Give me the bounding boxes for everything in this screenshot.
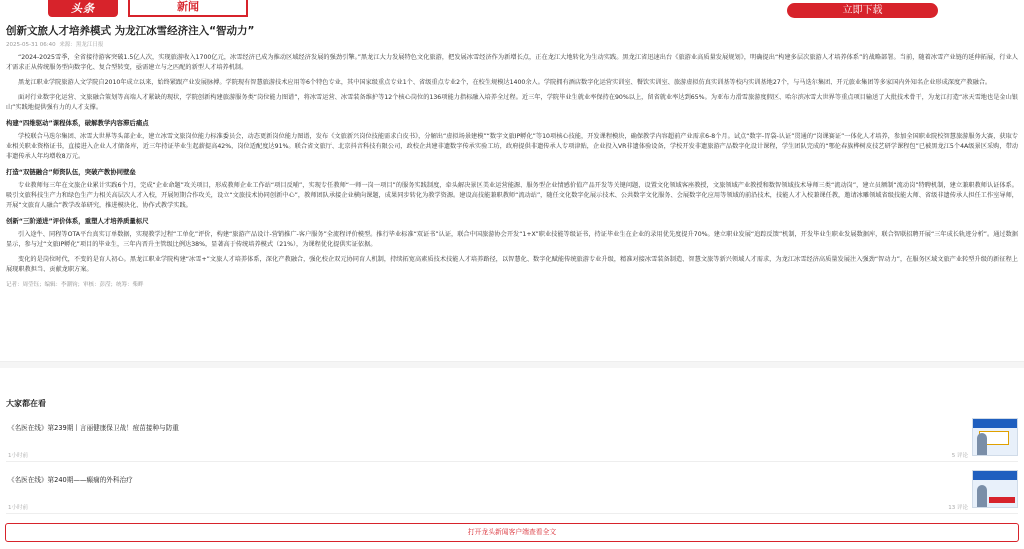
thumbnail-person <box>977 433 987 456</box>
article-paragraph: 变化的是岗位时代，不变的是育人初心。黑龙江职业学院构建“冰雪+”文旅人才培养体系，深化产教融合，强化校企双元协同育人机制，持续拓宽高素质技术技能人才培养路径，以智慧化、数字化赋能传统旅游专业升级，精准对接冰雪装备制造、智慧文旅等新兴领域人才需求，为龙江冰雪经济高质量发展注入强劲“智动力”，在服务区域文旅产业转型升级的新征程上展现职教担当、贡献龙职方案。 <box>6 256 1018 273</box>
thumbnail-banner <box>973 419 1018 428</box>
article-source: 来源：黑龙江日报 <box>59 42 104 48</box>
related-section-title: 大家都在看 <box>6 399 46 408</box>
news-comment-count: 13 评论 <box>948 505 968 511</box>
article-paragraph: 引入途牛、同程等OTA平台真实订单数据，实现教学过程“工单化”评价，构建“旅游产品设计-营销推广-客户服务”全流程评价模型。推行毕业标准“双证书”认证，联合中国旅游协会开发“1+X”职业技能等级证书，持证毕业生在企业的录用优先度提升70%。建立职业发展“追踪反馈”机制，开发毕业生职业发展数据库，联合智联招聘开展“三年成长轨迹分析”。通过数据显示，参与过“文旅IP孵化”项目的毕业生，三年内晋升主管级比例达38%，显著高于传统培养模式（21%），为课程优化提供实证依据。 <box>6 231 1018 248</box>
open-app-button[interactable]: 打开龙头新闻客户端查看全文 <box>5 523 1019 542</box>
thumbnail-graphic <box>989 497 1015 503</box>
article <box>6 24 1018 288</box>
download-button[interactable]: 立即下载 <box>787 3 938 18</box>
thumbnail-person <box>977 485 987 508</box>
section-heading: 打造“双链融合”师资队伍，突破产教协同壁垒 <box>6 168 136 176</box>
thumbnail-banner <box>973 471 1018 480</box>
top-bar <box>0 0 1024 20</box>
app-logo <box>48 0 118 17</box>
article-credits: 记者：周莹钰；编辑：李潮钧；审核：彭滢；统筹：柴畔 <box>6 282 144 288</box>
section-heading: 创新“三阶递进”评价体系，重塑人才培养质量标尺 <box>6 217 149 225</box>
news-thumbnail[interactable] <box>972 470 1018 508</box>
section-divider <box>0 361 1024 368</box>
app-brand-name <box>128 0 248 17</box>
app-logo-text: 头条 <box>71 2 95 15</box>
article-date: 2025-05-31 06:40 <box>6 42 56 48</box>
article-paragraph: 面对行业数字化运营、文旅融合策划等高端人才紧缺的现状，学院创新构建旅游服务类“岗位能力图谱”，将冰雪运营、冰雪装备维护等12个核心岗位的136项能力指标融入培养全过程。近三年，学院毕业生就业率保持在90%以上，留省就业率达到65%。为亚布力滑雪旅游度假区、哈尔滨冰雪大世界等重点项目输送了大批技术骨干，为龙江打造“冰天雪地也是金山银山”实践地提供强有力的人才支撑。 <box>6 94 1018 111</box>
article-title: 创新文旅人才培养模式 为龙江冰雪经济注入“智动力” <box>6 25 255 37</box>
article-paragraph: 专业教师每三年在文旅企业累计实践6个月，完成“企业命题”攻关项目，形成教师企业工作站“项目反哺”，实现专任教师“一师一岗一项目”的服务实践制度，牵头解决景区美业运营能源、服务型企业情感价值产品开发等关键问题，设置文化领域客座教授，文旅领域产业教授和数智领域技术导师三类“流动岗”，建立员额制“流动岗”特聘机制，建立兼职教师认证体系。吸引文旅科技生产力和绿色生产力相关高层次人才入校，开展短期合作攻关，设立“文旅技术协同创新中心”，教师团队承接企业横向课题，成果同步转化为教学资源。建设高技能兼职教师“流动站”，随任文化数字化展示技术、公共数字文化服务、会展数字化应用等领域的前沿技术，技能人才入校兼课任教，邀请冰雕领域省级技能大师、省级非遗传承人担任工作室导师，开展“文旅育人融合”教学改革研究，推进模块化、协作式教学实践。 <box>6 182 1018 209</box>
article-meta <box>6 41 1018 49</box>
app-brand-text: 新闻 <box>177 0 199 13</box>
news-thumbnail[interactable] <box>972 418 1018 456</box>
article-paragraph: “2024-2025雪季，全省接待游客突破1.5亿人次，实现旅游收入1700亿元，冰雪经济已成为推动区域经济发展的强劲引擎。”黑龙江大力发展特色文化旅游，把发展冰雪经济作为新增长点，正在龙江大地转化为生动实践。黑龙江省迅速出台《旅游业高质量发展规划》，明确提出“构建多层次旅游人才培养体系”的战略部署。当前，随着冰雪产业链的延伸拓展，行业人才需求正从传统服务型向数字化、复合型转变，亟需建立与之匹配的新型人才培养机制。 <box>6 54 1018 71</box>
section-heading: 构建“四维驱动”课程体系，破解教学内容滞后痛点 <box>6 119 149 127</box>
related-news-item[interactable] <box>6 470 1018 514</box>
news-title[interactable]: 《名医在线》第239期丨言丽健康保卫战！痘苗接种与防重 <box>8 424 179 432</box>
news-title[interactable]: 《名医在线》第240期——癫痫的外科治疗 <box>8 476 133 484</box>
news-time: 1小时前 <box>8 453 28 459</box>
article-paragraph: 学校联合马迭尔集团、冰雪大世界等头部企业，建立冰雪文旅岗位能力标准委员会，动态更新岗位能力图谱，发布《文旅新兴岗位技能需求白皮书》，分解出“虚拟场景建模”“数字文旅IP孵化”等10项核心技能，开发课程模块，确保教学内容超前产业需求6-8个月。试点“数字-胃袋-认证”贯通的“岗课赛证”一体化人才培养，参加全国职业院校智慧旅游服务大赛，获取专业相关职业资格证书，直接进入企业人才储备库，近三年持证毕业生起薪提高42%，岗位适配度达91%。联合省文旅厅、北京抖音科技有限公司，政校企共建非遗数字传承实验工坊，政府提供非遗传承人专项津贴，企业投入VR非遗体验设备，学校开发非遗旅游产品数字化设计课程，学生团队完成的“鄂伦春族桦树皮技艺研学课程包”已被黑龙江5个4A级景区采购，带动非遗传承人年均增收8万元。 <box>6 133 1018 160</box>
related-news-item[interactable] <box>6 418 1018 462</box>
news-comment-count: 5 评论 <box>951 453 968 459</box>
news-time: 1小时前 <box>8 505 28 511</box>
article-paragraph: 黑龙江职业学院旅游人文学院自2010年成立以来，始终紧跟产业发展脉搏。学院现有智慧旅游技术应用等6个特色专业，其中国家级重点专业1个、省级重点专业2个，在校生规模达1400余人。学院拥有酒店数字化运营实训室、餐饮实训室、旅游虚拟仿真实训基等校内实训基地27个，与马迭尔集团、开元旅业集团等多家国内外知名企业形成深度产教融合。 <box>18 79 992 86</box>
